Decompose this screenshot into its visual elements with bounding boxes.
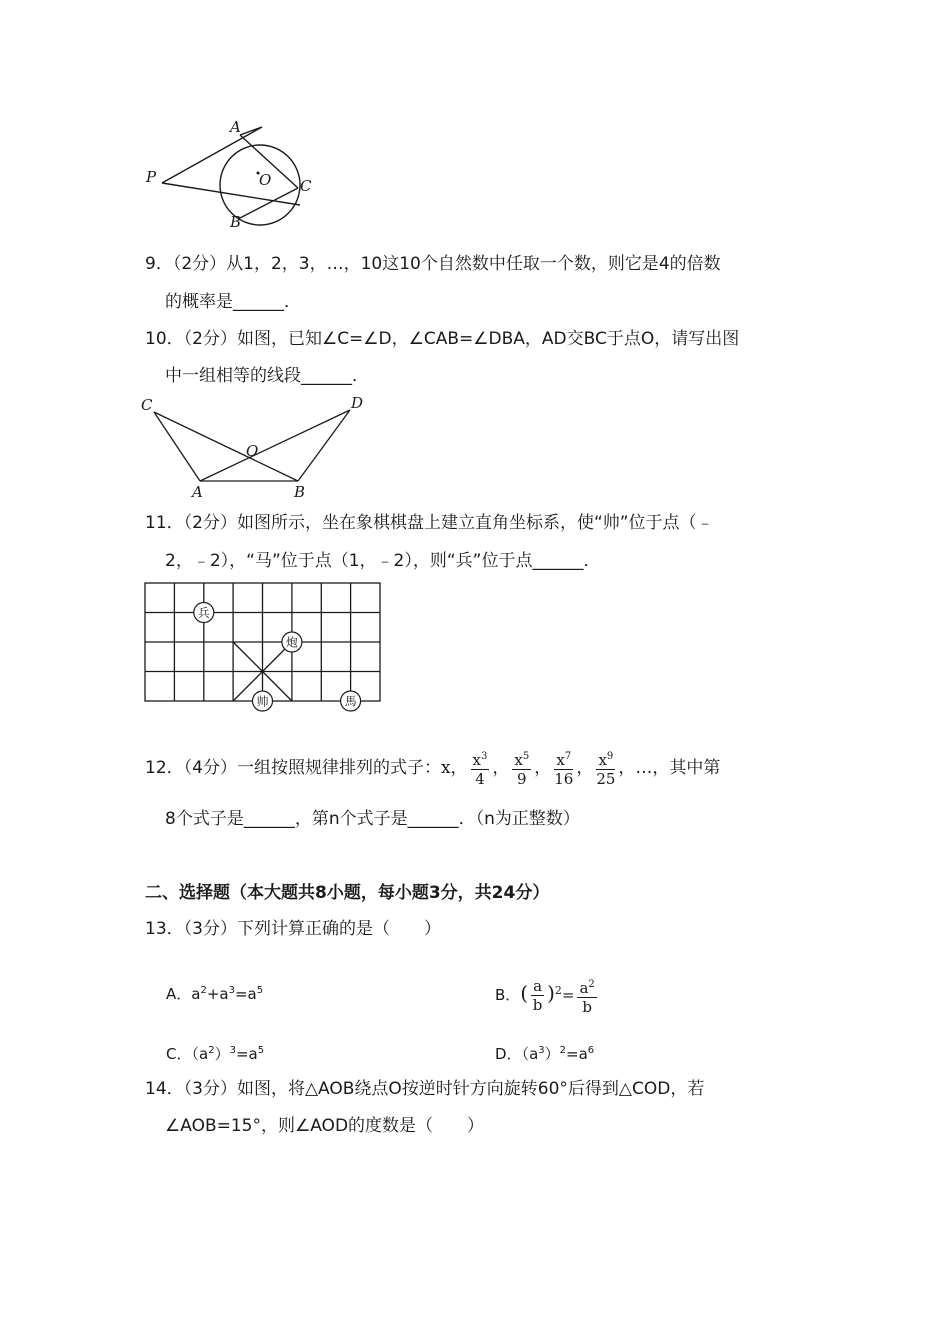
label-o: O bbox=[246, 442, 259, 460]
q12-frac-2-den: 9 bbox=[517, 770, 527, 788]
label-a: A bbox=[230, 118, 241, 136]
label-c: C bbox=[300, 177, 312, 195]
q10-figure bbox=[138, 394, 378, 504]
q13-d-label: D． bbox=[495, 1045, 522, 1063]
q9-line2: 的概率是______． bbox=[165, 292, 301, 312]
q13-b-rfrac bbox=[577, 976, 596, 1016]
tangent-pa bbox=[162, 127, 262, 183]
piece-pao-label: 炮 bbox=[285, 635, 298, 650]
segment-cb bbox=[154, 412, 298, 481]
q13-a-e1: 2 bbox=[200, 985, 207, 996]
q14-line2: ∠AOB=15°，则∠AOD的度数是（ ） bbox=[165, 1116, 485, 1136]
q13-d-e2: 2 bbox=[559, 1045, 567, 1056]
q13-d-e1: 3 bbox=[538, 1045, 545, 1056]
q10-line2: 中一组相等的线段______． bbox=[165, 366, 369, 386]
q12-prefix: 12．（4分）一组按照规律排列的式子： bbox=[145, 758, 441, 778]
q13-b-rexp: 2 bbox=[588, 978, 595, 990]
q13-option-c[interactable] bbox=[166, 1040, 264, 1065]
piece-bing-label: 兵 bbox=[197, 606, 210, 620]
q11-line2: 2，﹣2），“马”位于点（1，﹣2），则“兵”位于点______． bbox=[165, 551, 601, 571]
q13-c-t3: =a bbox=[235, 1045, 258, 1063]
q12-frac-4-exp: 9 bbox=[606, 751, 614, 762]
label-b: B bbox=[230, 213, 242, 231]
q13-d-t3: =a bbox=[566, 1045, 588, 1063]
q12-frac-1-num: x bbox=[472, 751, 482, 769]
q13-d-t1: （a bbox=[521, 1045, 539, 1063]
q13-stem: 13．（3分）下列计算正确的是（ ） bbox=[145, 919, 441, 939]
q13-c-e3: 5 bbox=[257, 1045, 265, 1056]
q13-b-open: ( bbox=[520, 981, 529, 1005]
q13-c-t1: （a bbox=[191, 1045, 209, 1063]
q13-c-e2: 3 bbox=[229, 1045, 236, 1056]
piece-bing bbox=[194, 603, 214, 623]
q12-frac-3 bbox=[554, 748, 573, 788]
label-p: P bbox=[146, 168, 157, 186]
q10-line1: 10．（2分）如图，已知∠C=∠D，∠CAB=∠DBA，AD交BC于点O，请写出图 bbox=[145, 329, 740, 349]
q12-frac-1-den: 4 bbox=[475, 770, 485, 788]
segment-db bbox=[298, 410, 350, 481]
piece-shuai-label: 帅 bbox=[256, 694, 269, 709]
q13-option-d[interactable] bbox=[495, 1040, 594, 1065]
q12-frac-2-num: x bbox=[514, 751, 523, 769]
piece-ma bbox=[341, 691, 361, 711]
q13-b-num: a bbox=[533, 977, 543, 995]
q12-frac-4 bbox=[596, 748, 615, 788]
q12-x: x， bbox=[440, 758, 468, 778]
q12-line1 bbox=[145, 744, 720, 792]
label-a: A bbox=[192, 483, 203, 501]
q13-c-t2: ） bbox=[214, 1045, 230, 1063]
q12-sep-1: ， bbox=[492, 758, 510, 778]
q12-frac-4-den: 25 bbox=[596, 770, 616, 788]
q12-frac-4-num: x bbox=[598, 751, 607, 769]
tangent-pb bbox=[162, 183, 300, 205]
circle-tangent-figure bbox=[140, 115, 330, 235]
q9-line1: 9．（2分）从1，2，3，…，10这10个自然数中任取一个数，则它是4的倍数 bbox=[145, 254, 721, 274]
q13-a-t1: a bbox=[191, 985, 201, 1003]
q13-c-label: C． bbox=[166, 1045, 192, 1063]
q12-frac-2 bbox=[512, 748, 531, 788]
q13-a-t3: =a bbox=[234, 985, 257, 1003]
q12-suffix: ，…，其中第 bbox=[618, 758, 721, 778]
q12-frac-3-den: 16 bbox=[554, 770, 574, 788]
q12-line2: 8个式子是______，第n个式子是______．（n为正整数） bbox=[165, 809, 580, 829]
q12-sep-3: ， bbox=[576, 758, 594, 778]
label-o: O bbox=[259, 171, 272, 189]
piece-shuai bbox=[253, 691, 273, 711]
q13-a-e2: 3 bbox=[228, 985, 235, 996]
q13-option-a[interactable] bbox=[166, 980, 263, 1005]
q13-b-rden: b bbox=[582, 997, 592, 1016]
q13-option-b[interactable] bbox=[495, 966, 600, 1016]
section2-heading: 二、选择题（本大题共8小题，每小题3分，共24分） bbox=[145, 883, 550, 903]
q11-line1: 11．（2分）如图所示，坐在象棋棋盘上建立直角坐标系，使“帅”位于点（﹣ bbox=[145, 513, 714, 533]
q12-frac-2-exp: 5 bbox=[522, 751, 530, 762]
q12-frac-1 bbox=[471, 748, 490, 788]
q13-d-t2: ） bbox=[544, 1045, 560, 1063]
q12-frac-3-num: x bbox=[556, 751, 565, 769]
q13-c-e1: 2 bbox=[208, 1045, 215, 1056]
q13-b-eq: = bbox=[561, 986, 575, 1004]
label-d: D bbox=[351, 394, 364, 412]
chessboard-figure bbox=[140, 580, 385, 715]
q13-a-label: A． bbox=[166, 985, 192, 1003]
q13-b-frac bbox=[531, 977, 544, 1014]
q13-d-e3: 6 bbox=[587, 1045, 595, 1056]
piece-pao bbox=[282, 632, 302, 652]
q13-b-exp: 2 bbox=[554, 984, 562, 997]
q12-sep-2: ， bbox=[534, 758, 552, 778]
q14-line1: 14．（3分）如图，将△AOB绕点O按逆时针方向旋转60°后得到△COD，若 bbox=[145, 1079, 705, 1099]
q12-frac-1-exp: 3 bbox=[481, 751, 488, 762]
q12-frac-3-exp: 7 bbox=[564, 751, 572, 762]
q13-b-rnum: a bbox=[579, 978, 589, 997]
q13-b-den: b bbox=[532, 996, 543, 1014]
label-b: B bbox=[294, 483, 306, 501]
q13-a-e3: 5 bbox=[256, 985, 264, 996]
q13-b-close: ) bbox=[547, 981, 555, 1005]
q13-a-t2: +a bbox=[206, 985, 229, 1003]
label-c: C bbox=[141, 396, 153, 414]
q13-b-label: B． bbox=[495, 986, 521, 1004]
piece-ma-label: 馬 bbox=[344, 694, 357, 709]
